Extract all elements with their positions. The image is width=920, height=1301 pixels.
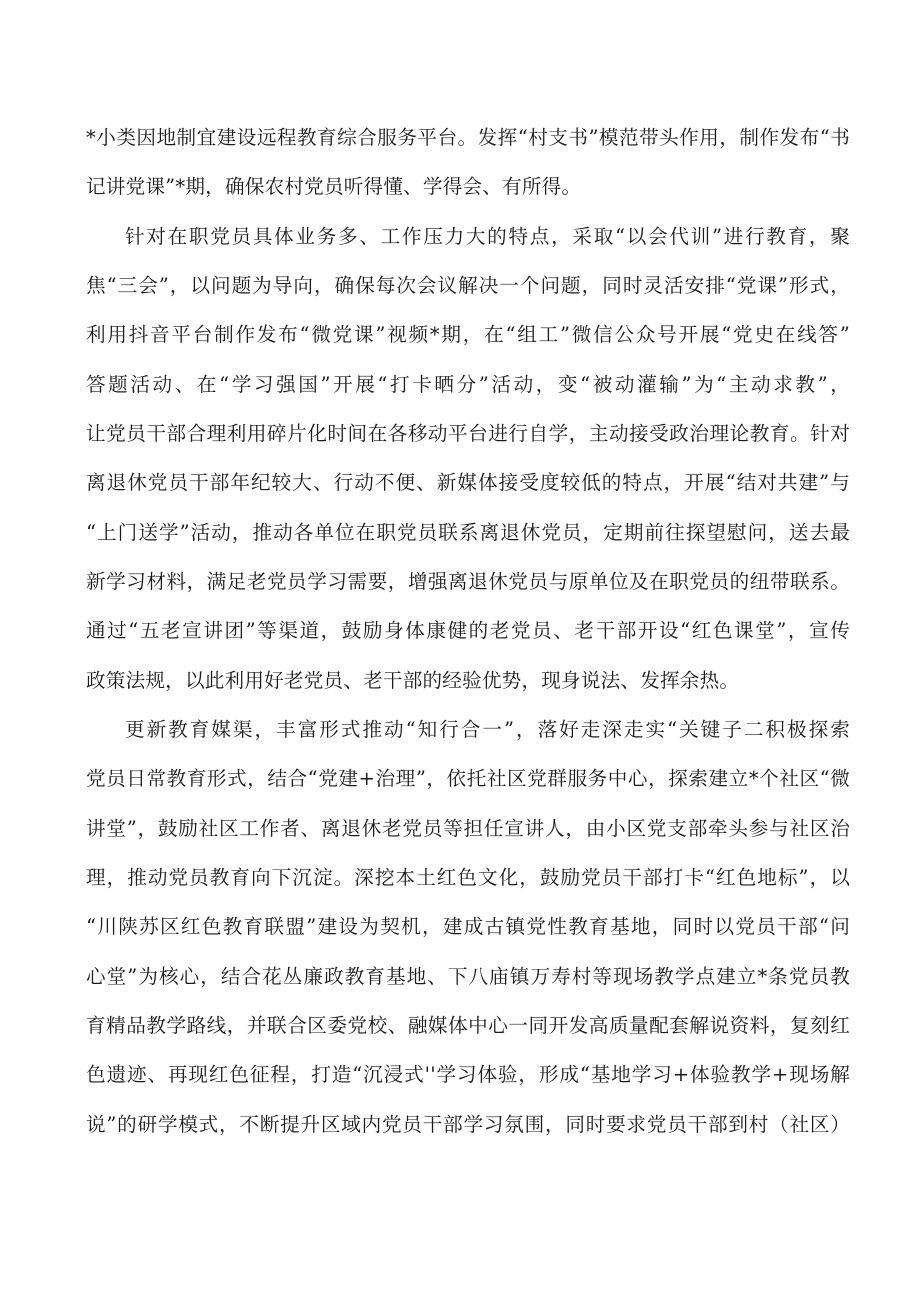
text-line-20: 色遗迹、再现红色征程，打造“沉浸式''学习体验，形成“基地学习+体验教学+现场解: [86, 1063, 850, 1086]
text-line-9: “上门送学”活动，推动各单位在职党员联系离退休党员，定期前往探望慰问，送去最: [86, 521, 850, 544]
text-line-4: 焦“三会”，以问题为导向，确保每次会议解决一个问题，同时灵活安排“党课”形式，: [86, 274, 850, 297]
text-line-17: “川陕苏区红色教育联盟”建设为契机，建成古镇党性教育基地，同时以党员干部“问: [86, 915, 850, 938]
text-line-7: 让党员干部合理利用碎片化时间在各移动平台进行自学，主动接受政治理论教育。针对: [86, 422, 850, 445]
text-line-21: 说”的研学模式，不断提升区域内党员干部学习氛围，同时要求党员干部到村（社区）: [86, 1113, 850, 1136]
text-line-14: 党员日常教育形式，结合“党建+治理”，依托社区党群服务中心，探索建立*个社区“微: [86, 767, 850, 790]
text-line-15: 讲堂”，鼓励社区工作者、离退休老党员等担任宣讲人，由小区党支部牵头参与社区治: [86, 817, 850, 840]
text-line-19: 育精品教学路线，并联合区委党校、融媒体中心一同开发高质量配套解说资料，复刻红: [86, 1014, 850, 1037]
text-line-1: *小类因地制宜建设远程教育综合服务平台。发挥“村支书”模范带头作用，制作发布“书: [86, 126, 850, 149]
text-line-8: 离退休党员干部年纪较大、行动不便、新媒体接受度较低的特点，开展“结对共建”与: [86, 471, 850, 494]
text-line-6: 答题活动、在“学习强国”开展“打卡晒分”活动，变“被动灌输”为“主动求教”，: [86, 373, 850, 396]
text-line-5: 利用抖音平台制作发布“微党课”视频*期，在“组工”微信公众号开展“党史在线答”: [86, 323, 850, 346]
text-line-12: 政策法规，以此利用好老党员、老干部的经验优势，现身说法、发挥余热。: [86, 669, 740, 692]
text-line-10: 新学习材料，满足老党员学习需要，增强离退休党员与原单位及在职党员的纽带联系。: [86, 570, 850, 593]
text-line-2: 记讲党课”*期，确保农村党员听得懂、学得会、有所得。: [86, 175, 582, 198]
paragraph-start-line: 更新教育媒渠，丰富形式推动“知行合一”，落好走深走实“关键子二积极探索: [125, 718, 850, 741]
paragraph-start-line: 针对在职党员具体业务多、工作压力大的特点，采取“以会代训”进行教育，聚: [125, 225, 850, 248]
text-line-18: 心堂”为核心，结合花丛廉政教育基地、下八庙镇万寿村等现场教学点建立*条党员教: [86, 965, 850, 988]
text-line-16: 理，推动党员教育向下沉淀。深挖本土红色文化，鼓励党员干部打卡“红色地标”，以: [86, 866, 850, 889]
text-line-11: 通过“五老宣讲团”等渠道，鼓励身体康健的老党员、老干部开设“红色课堂”，宣传: [86, 619, 850, 642]
